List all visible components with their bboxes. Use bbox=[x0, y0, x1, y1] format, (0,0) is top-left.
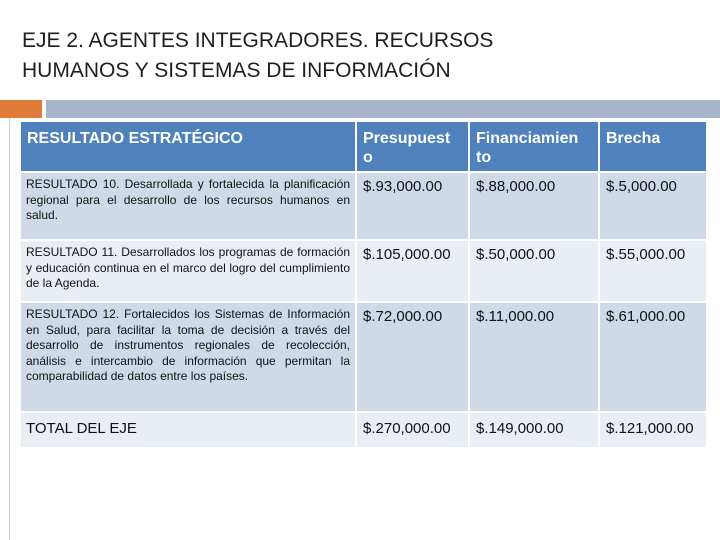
total-label: TOTAL DEL EJE bbox=[20, 412, 356, 448]
header-result bbox=[20, 121, 356, 172]
table-header-row bbox=[20, 121, 707, 172]
slide-title-line-2: HUMANOS Y SISTEMAS DE INFORMACIÓN bbox=[22, 59, 451, 82]
accent-bar-blue bbox=[46, 100, 720, 118]
header-result-label: RESULTADO ESTRATÉGICO bbox=[27, 130, 243, 147]
header-budget-line-1: Presupuest bbox=[363, 130, 451, 147]
row-gap: $.61,000.00 bbox=[599, 302, 707, 412]
slide-title-line-1: EJE 2. AGENTES INTEGRADORES. RECURSOS bbox=[22, 29, 494, 52]
table-total-row bbox=[20, 412, 707, 448]
row-gap: $.55,000.00 bbox=[599, 240, 707, 302]
header-financing bbox=[469, 121, 599, 172]
row-budget: $.105,000.00 bbox=[356, 240, 469, 302]
row-description: RESULTADO 11. Desarrollados los programas de formación y educación continua en el marco del logro del cumplimiento de la Agenda. bbox=[20, 240, 356, 302]
table-row bbox=[20, 302, 707, 412]
total-budget: $.270,000.00 bbox=[356, 412, 469, 448]
left-divider-line bbox=[9, 118, 10, 540]
accent-bar-orange bbox=[0, 100, 42, 118]
header-budget-line-2: o bbox=[363, 149, 373, 166]
row-budget: $.93,000.00 bbox=[356, 172, 469, 240]
header-gap-label: Brecha bbox=[606, 130, 661, 147]
row-financing: $.11,000.00 bbox=[469, 302, 599, 412]
row-gap: $.5,000.00 bbox=[599, 172, 707, 240]
row-financing: $.50,000.00 bbox=[469, 240, 599, 302]
header-financing-line-2: to bbox=[476, 149, 492, 166]
total-gap: $.121,000.00 bbox=[599, 412, 707, 448]
row-description: RESULTADO 10. Desarrollada y fortalecida la planificación regional para el desarrollo de los recursos humanos en salud. bbox=[20, 172, 356, 240]
row-budget: $.72,000.00 bbox=[356, 302, 469, 412]
table-row bbox=[20, 172, 707, 240]
header-financing-line-1: Financiamien bbox=[476, 130, 579, 147]
total-financing: $.149,000.00 bbox=[469, 412, 599, 448]
results-table bbox=[19, 120, 708, 449]
table-row bbox=[20, 240, 707, 302]
row-description: RESULTADO 12. Fortalecidos los Sistemas de Información en Salud, para facilitar la toma de decisión a través del desarrollo de instrumentos regionales de recolección, análisis e intercambio de información que permitan la comparabilidad de datos entre los países. bbox=[20, 302, 356, 412]
row-financing: $.88,000.00 bbox=[469, 172, 599, 240]
header-budget bbox=[356, 121, 469, 172]
slide-title bbox=[22, 26, 702, 86]
header-gap bbox=[599, 121, 707, 172]
